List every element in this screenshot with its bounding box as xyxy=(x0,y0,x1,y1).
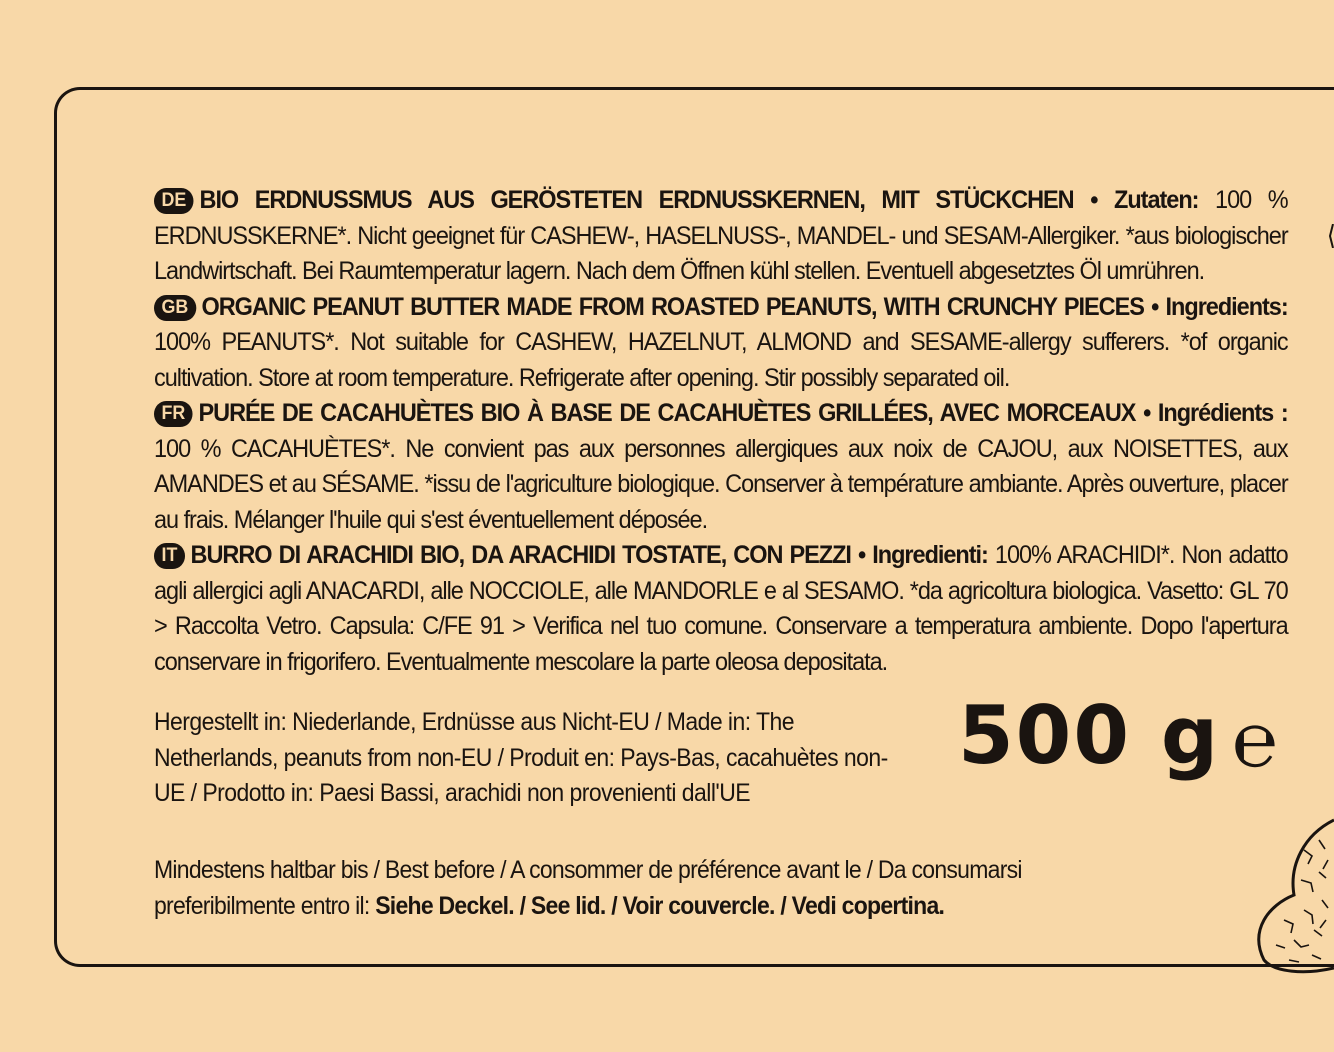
language-badge-fr: FR xyxy=(154,401,193,427)
ingredients-label-fr: Ingrédients : xyxy=(1157,399,1288,427)
language-badge-it: IT xyxy=(154,543,185,569)
best-before-location: Siehe Deckel. / See lid. / Voir couvercle. / Vedi copertina. xyxy=(375,891,945,920)
ingredients-label-gb: Ingredients: xyxy=(1165,292,1288,321)
best-before xyxy=(154,853,1129,924)
edge-mark-icon xyxy=(1328,224,1334,248)
origin-statement: Hergestellt in: Niederlande, Erdnüsse aus Nicht-EU / Made in: The Netherlands, peanuts from non-EU / Produit en: Pays-Bas, cacahuètes non-UE / Prodotto in: Paesi Bassi, arachidi non provenienti dall'UE xyxy=(154,708,888,807)
ingredients-label-it: Ingredienti: xyxy=(872,541,988,569)
language-badge-gb: GB xyxy=(154,295,196,321)
ingredients-block xyxy=(154,183,1288,680)
section-fr xyxy=(154,396,1288,538)
section-de xyxy=(154,183,1288,290)
best-before-text: Mindestens haltbar bis / Best before / A consommer de préférence avant le / Da consumarsi preferibilmente entro il: xyxy=(154,856,1022,920)
product-heading-gb: ORGANIC PEANUT BUTTER MADE FROM ROASTED PEANUTS, WITH CRUNCHY PIECES • xyxy=(201,292,1166,321)
ingredients-text-de: 100 % ERDNUSSKERNE*. Nicht geeignet für CASHEW-, HASELNUSS-, MANDEL- und SESAM-Allergiker. *aus biologischer Landwirtschaft. Bei Raumtemperatur lagern. Nach dem Öffnen kühl stellen. Eventuell abgesetztes Öl umrühren. xyxy=(154,186,1288,285)
product-heading-it: BURRO DI ARACHIDI BIO, DA ARACHIDI TOSTATE, CON PEZZI • xyxy=(190,541,873,569)
product-heading-de: BIO ERDNUSSMUS AUS GERÖSTETEN ERDNUSSKERNEN, MIT STÜCKCHEN • xyxy=(199,186,1115,214)
ingredients-text-gb: 100% PEANUTS*. Not suitable for CASHEW, HAZELNUT, ALMOND and SESAME-allergy sufferers. *of organic cultivation. Store at room temperature. Refrigerate after opening. Stir possibly separated oil. xyxy=(154,328,1288,392)
estimated-sign: ℮ xyxy=(1232,695,1278,784)
ingredients-label-de: Zutaten: xyxy=(1114,186,1199,214)
ingredients-text-fr: 100 % CACAHUÈTES*. Ne convient pas aux personnes allergiques aux noix de CAJOU, aux NOISETTES, aux AMANDES et au SÉSAME. *issu de l'agriculture biologique. Conserver à température ambiante. Après ouverture, placer au frais. Mélanger l'huile qui s'est éventuellement déposée. xyxy=(154,434,1288,534)
net-weight: 500 g xyxy=(958,689,1221,782)
product-heading-fr: PURÉE DE CACAHUÈTES BIO À BASE DE CACAHUÈTES GRILLÉES, AVEC MORCEAUX • xyxy=(198,399,1158,427)
section-it xyxy=(154,538,1288,680)
peanut-illustration-icon xyxy=(1154,810,1334,980)
ingredients-text-it: 100% ARACHIDI*. Non adatto agli allergici agli ANACARDI, alle NOCCIOLE, alle MANDORLE e al SESAMO. *da agricoltura biologica. Vasetto: GL 70 > Raccolta Vetro. Capsula: C/FE 91 > Verifica nel tuo comune. Conservare a temperatura ambiente. Dopo l'apertura conservare in frigorifero. Eventualmente mescolare la parte oleosa depositata. xyxy=(154,541,1288,676)
language-badge-de: DE xyxy=(154,188,194,214)
section-gb xyxy=(154,290,1288,397)
